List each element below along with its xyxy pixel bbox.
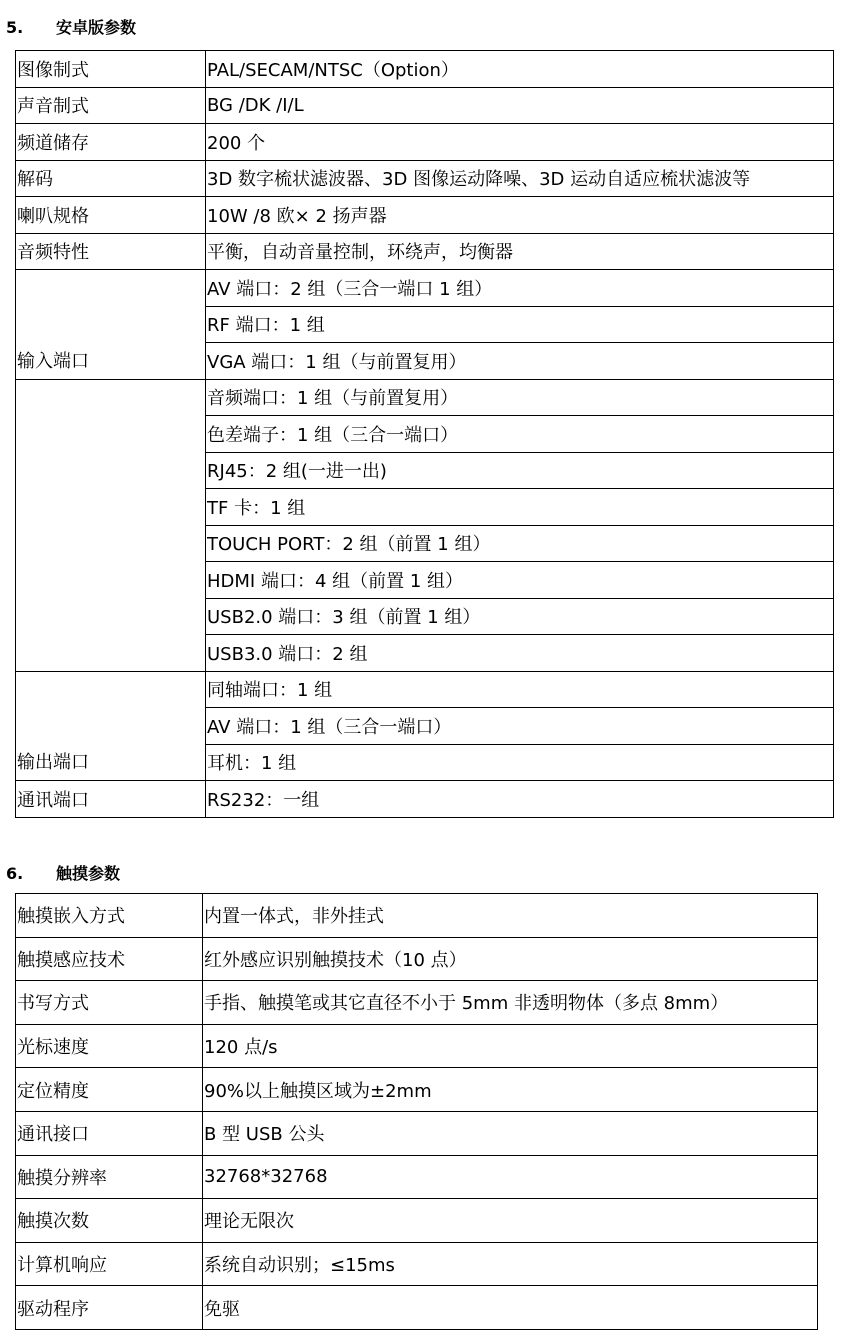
table-row	[16, 270, 834, 307]
spec-value: B 型 USB 公头	[203, 1111, 818, 1155]
spec-value: BG /DK /I/L	[206, 87, 834, 124]
spec-label: 音频特性	[16, 233, 206, 270]
spec-value: 90%以上触摸区域为±2mm	[203, 1068, 818, 1112]
table-row	[16, 87, 834, 124]
spec-label: 频道储存	[16, 124, 206, 161]
touch-spec-table	[15, 893, 818, 1330]
spec-value: 内置一体式，非外挂式	[203, 894, 818, 938]
input-port-item: 色差端子：1 组（三合一端口）	[206, 416, 834, 453]
spec-label: 计算机响应	[16, 1242, 203, 1286]
spec-label: 触摸分辨率	[16, 1155, 203, 1199]
spec-label: 通讯端口	[16, 781, 206, 818]
table-row	[16, 894, 818, 938]
input-port-item: RF 端口：1 组	[206, 306, 834, 343]
spec-label: 解码	[16, 160, 206, 197]
spec-value: 10W /8 欧× 2 扬声器	[206, 197, 834, 234]
section-6-heading	[0, 862, 120, 886]
spec-value: 120 点/s	[203, 1024, 818, 1068]
spec-value: 红外感应识别触摸技术（10 点）	[203, 937, 818, 981]
spec-value: 平衡，自动音量控制，环绕声，均衡器	[206, 233, 834, 270]
output-port-item: 耳机：1 组	[206, 744, 834, 781]
spec-label: 触摸次数	[16, 1199, 203, 1243]
spec-label: 触摸感应技术	[16, 937, 203, 981]
spec-label: 触摸嵌入方式	[16, 894, 203, 938]
input-ports-continued-cell	[16, 379, 206, 671]
input-port-item: 音频端口：1 组（与前置复用）	[206, 379, 834, 416]
input-port-item: USB2.0 端口：3 组（前置 1 组）	[206, 598, 834, 635]
section-5-title: 安卓版参数	[56, 18, 137, 37]
table-row	[16, 1286, 818, 1330]
table-row	[16, 1242, 818, 1286]
section-5-heading	[0, 16, 136, 40]
spec-label: 通讯接口	[16, 1111, 203, 1155]
spec-value: RS232：一组	[206, 781, 834, 818]
spec-label: 图像制式	[16, 51, 206, 88]
spec-label: 驱动程序	[16, 1286, 203, 1330]
section-6-number: 6.	[6, 864, 24, 883]
input-port-item: TF 卡：1 组	[206, 489, 834, 526]
spec-label: 喇叭规格	[16, 197, 206, 234]
table-row	[16, 1199, 818, 1243]
spec-value: 免驱	[203, 1286, 818, 1330]
table-row	[16, 1111, 818, 1155]
spec-value: 32768*32768	[203, 1155, 818, 1199]
spec-value: 手指、触摸笔或其它直径不小于 5mm 非透明物体（多点 8mm）	[203, 981, 818, 1025]
output-ports-label: 输出端口	[16, 671, 206, 781]
spec-value: 系统自动识别；≤15ms	[203, 1242, 818, 1286]
table-row	[16, 781, 834, 818]
input-port-item: VGA 端口：1 组（与前置复用）	[206, 343, 834, 380]
table-row	[16, 1024, 818, 1068]
output-port-item: AV 端口：1 组（三合一端口）	[206, 708, 834, 745]
spec-value: 3D 数字梳状滤波器、3D 图像运动降噪、3D 运动自适应梳状滤波等	[206, 160, 834, 197]
input-port-item: AV 端口：2 组（三合一端口 1 组）	[206, 270, 834, 307]
spec-value: 理论无限次	[203, 1199, 818, 1243]
section-5-number: 5.	[6, 18, 24, 37]
input-port-item: TOUCH PORT：2 组（前置 1 组）	[206, 525, 834, 562]
table-row	[16, 937, 818, 981]
table-row	[16, 233, 834, 270]
android-spec-table	[15, 50, 834, 818]
spec-label: 光标速度	[16, 1024, 203, 1068]
table-row	[16, 1155, 818, 1199]
section-6-title: 触摸参数	[56, 864, 121, 883]
table-row	[16, 160, 834, 197]
table-row	[16, 981, 818, 1025]
table-row	[16, 671, 834, 708]
input-ports-label: 输入端口	[16, 270, 206, 380]
table-row	[16, 1068, 818, 1112]
table-row	[16, 124, 834, 161]
output-port-item: 同轴端口：1 组	[206, 671, 834, 708]
spec-value: 200 个	[206, 124, 834, 161]
input-port-item: RJ45：2 组(一进一出)	[206, 452, 834, 489]
spec-label: 定位精度	[16, 1068, 203, 1112]
input-port-item: HDMI 端口：4 组（前置 1 组）	[206, 562, 834, 599]
table-row	[16, 379, 834, 416]
spec-label: 书写方式	[16, 981, 203, 1025]
input-port-item: USB3.0 端口：2 组	[206, 635, 834, 672]
table-row	[16, 51, 834, 88]
spec-label: 声音制式	[16, 87, 206, 124]
spec-value: PAL/SECAM/NTSC（Option）	[206, 51, 834, 88]
table-row	[16, 197, 834, 234]
